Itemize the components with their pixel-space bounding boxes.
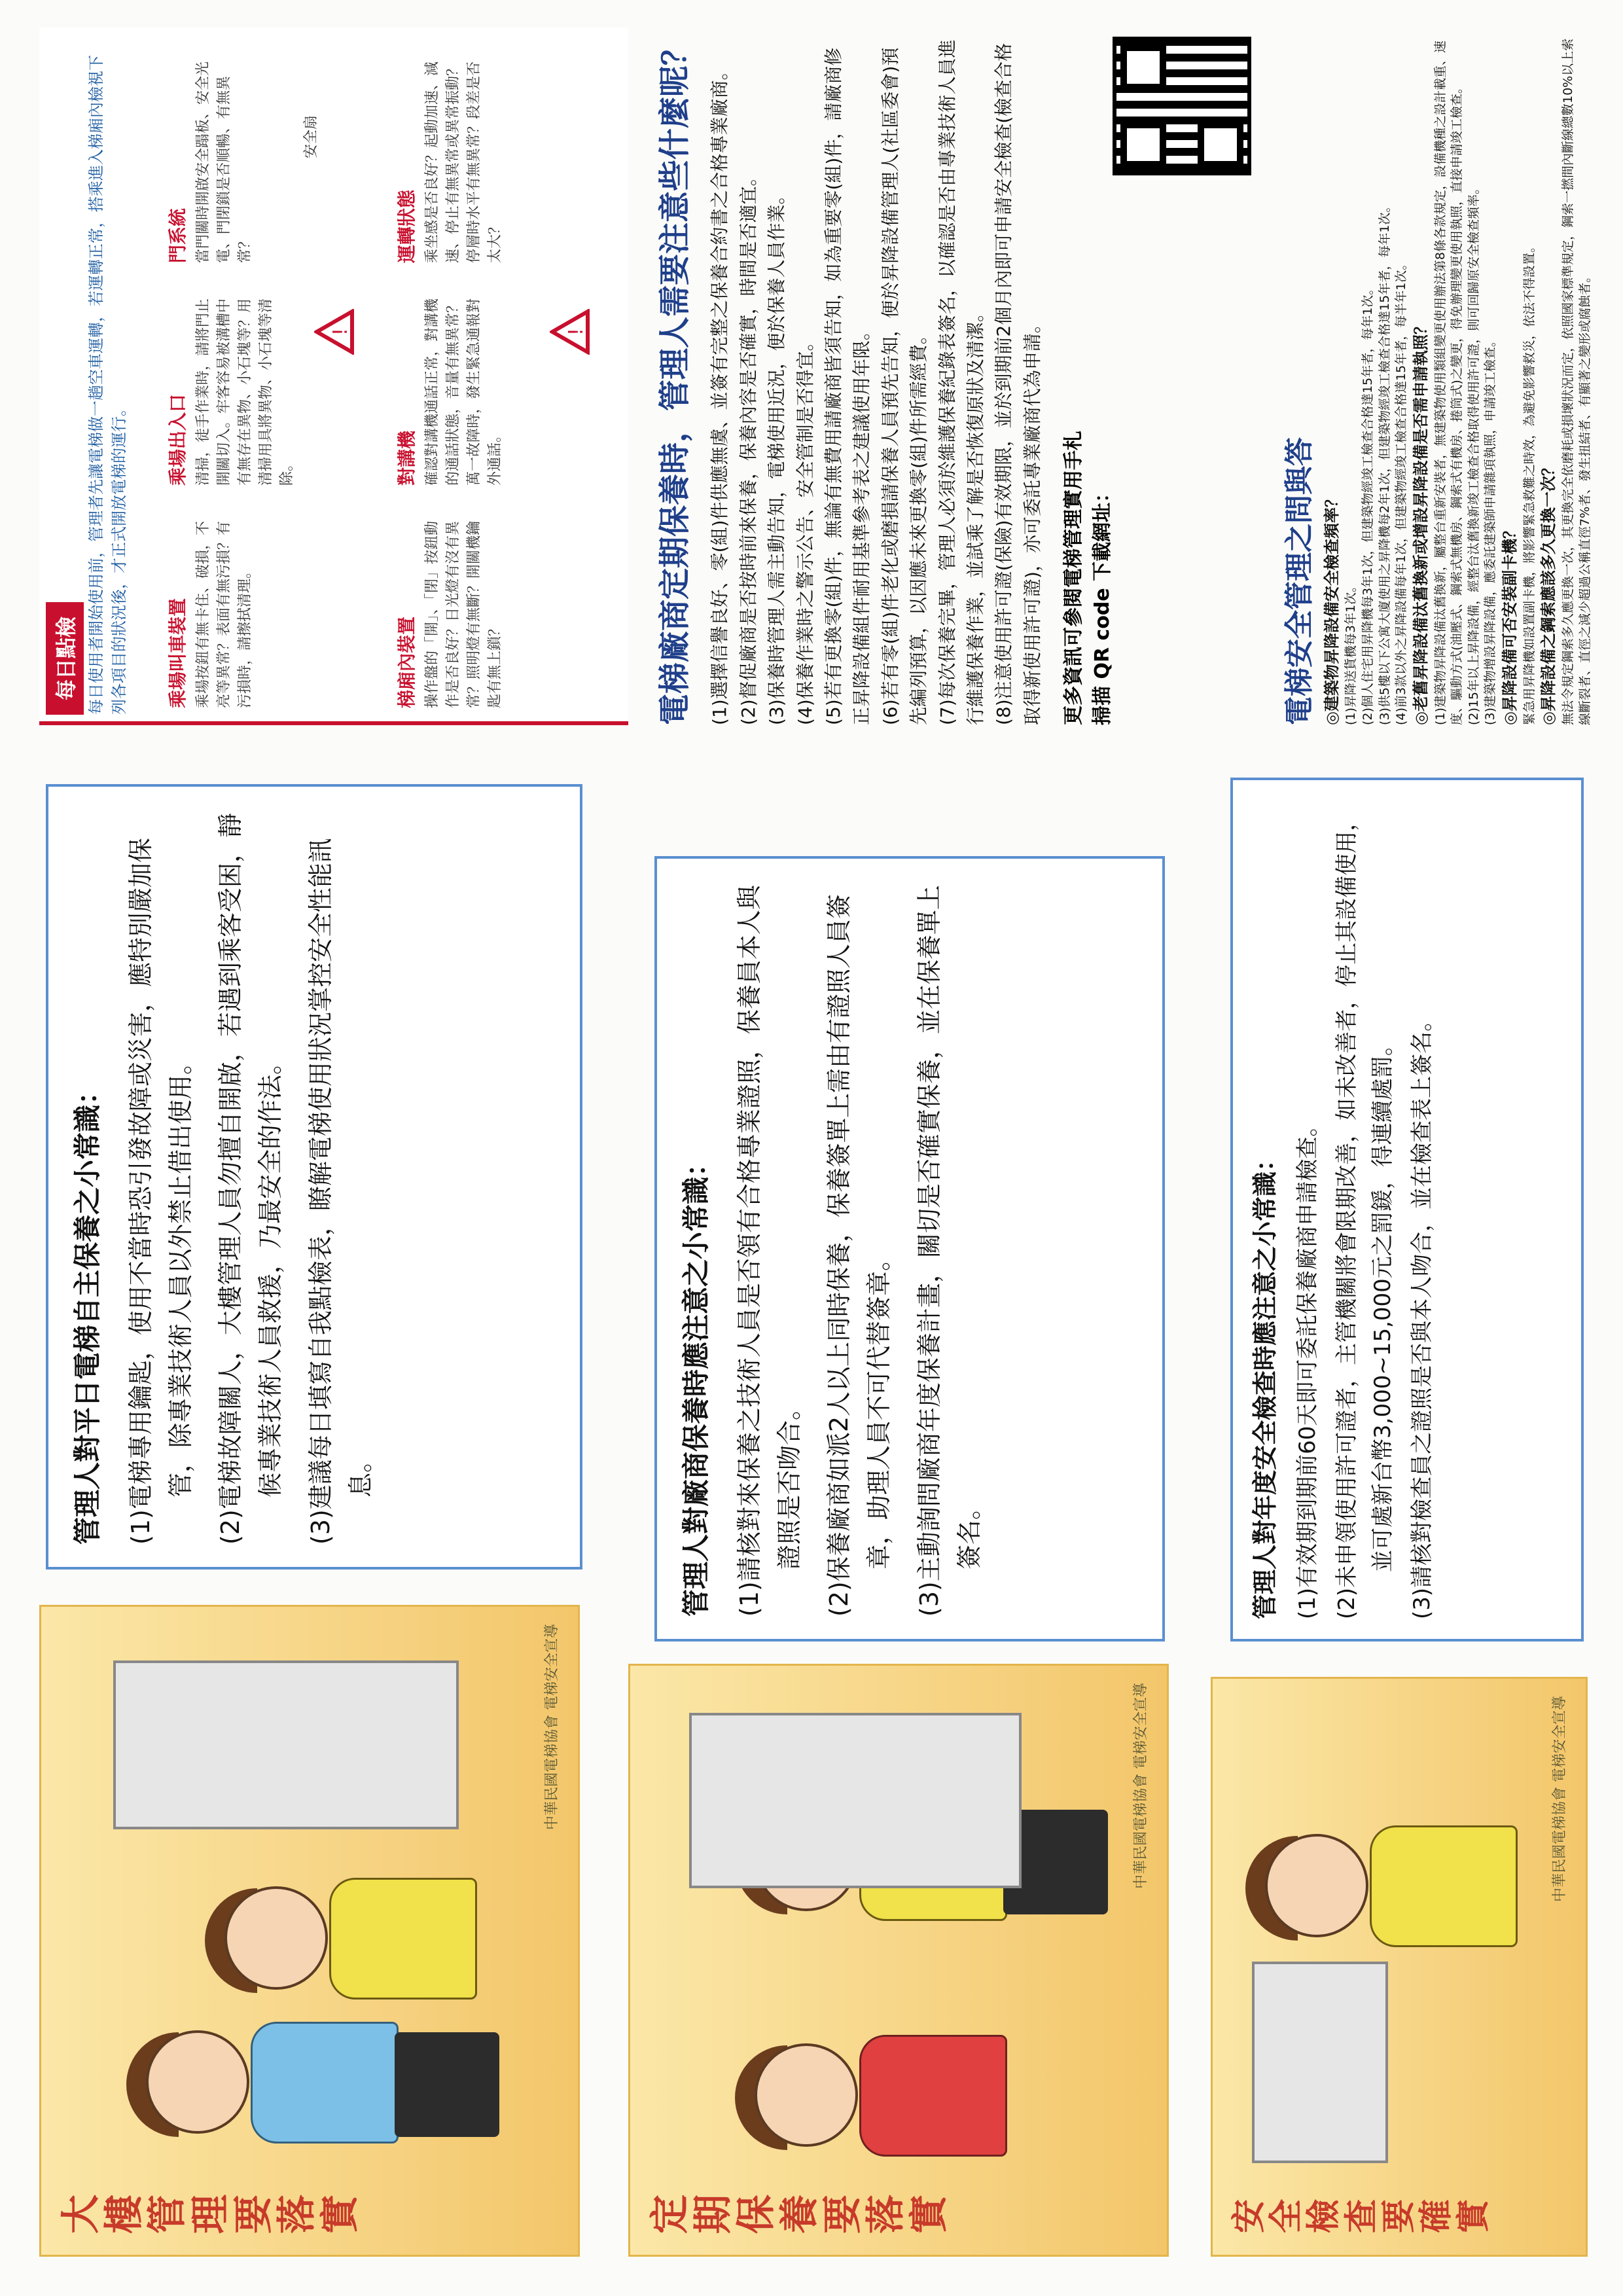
tip-item: (1)電梯專用鑰匙，使用不當時恐引發故障或災害，應特別嚴加保管，除專業技術人員以外禁止借出使用。 [126,838,195,1545]
elevator-panel [1252,1962,1388,2163]
qa-answer: (3)建築物增設昇降設備，應委託建築師申請雜項執照，申請竣工檢查。 [1483,334,1498,725]
tip-item: (1)有效期到期前60天即可委託保養廠商申請檢查。 [1294,1114,1321,1619]
qa-answer: (1)昇降送貨機每3年1次。 [1344,579,1359,725]
tip-item: (3)建議每日填寫自我點檢表，瞭解電梯使用狀況掌控安全性能訊息。 [306,838,375,1545]
poster-credit: 中華民國電梯協會 電梯安全宣導 [544,1624,560,1830]
tips-box-title: 管理人對年度安全檢查時應注意之小常識： [1251,1146,1279,1619]
cartoon-manager [120,1849,565,2150]
poster-title: 定期保養要落實 [647,2195,952,2234]
daily-check-header: 每日點檢 [46,602,84,715]
more-info: 更多資訊可參閱電梯管理實用手札 [1062,431,1086,725]
tip-item: (1)請核對來保養之技術人員是否領有合格專業證照，保養員本人與證照是否吻合。 [734,885,804,1617]
qa-question: ◎建築物昇降設備安全檢查頻率？ [1322,492,1341,725]
tip-item: (2)保養廠商如派2人以上同時保養，保養簽單上需由有證照人員簽章，助理人員不可代替簽章。 [825,893,894,1617]
section-text: 清掃，徒手作業時，請將門止開關切入。牢客容易被溝槽中有無存在異物、小石塊等？用清掃用具將異物、小石塊等清除。 [195,298,295,486]
poster-periodic [628,1664,1169,2257]
list-item: (5)若有更換零(組)件，無論有無費用請廠商皆須告知，如為重要零(組)件，請廠商修正昇降設備組件耐用基準參考表之建議使用年限。 [822,47,873,725]
section-text: 乘場按鈕有無卡住、破損，不亮等異常？表面有無污損？有污損時，請擦拭清理。 [195,520,253,708]
tip-item: (3)請核對檢查員之證照是否與本人吻合，並在檢查表上簽名。 [1409,1009,1436,1619]
scan-line: 掃描 QR code 下載網址： [1091,482,1115,725]
daily-check-infographic [39,27,628,725]
poster-title: 大樓管理要落實 [58,2195,363,2234]
qa-answer: (3)供5樓以下公寓大廈使用之昇降機每2年1次，但建築物經竣工檢查合格達15年者，每年1次。 [1377,200,1392,725]
tips-box-title: 管理人對平日電梯自主保養之小常識： [71,1077,103,1545]
section-text: 乘坐感是否良好？起動加速、減速、停止有無異常或異常振動？停層時水平有無異常？段差是否太大？ [424,61,503,263]
poster-title: 安全檢查要確實 [1230,2199,1494,2234]
svg-text:!: ! [329,327,352,336]
list-item: (3)保養時管理人需主動告知，電梯使用近況，便於保養人員作業。 [766,186,788,725]
poster-credit: 中華民國電梯協會 電梯安全宣導 [1552,1696,1568,1902]
warning-icon [314,309,355,355]
tip-item: (2)電梯故障關人，大樓管理人員勿擅自開啟，若遇到乘客受困，靜候專業技術人員救援，乃最安全的作法。 [216,813,285,1545]
elevator-door [113,1660,459,1829]
list-item: (1)選擇信譽良好、零(組)件供應無虞、並簽有完整之保養合約書之合格專業廠商。 [709,62,731,725]
tips-box-title: 管理人對廠商保養時應注意之小常識： [680,1149,712,1617]
qa-answer: (1)建築物昇降設備汰舊換新，屬整台重新安裝者，無建築物使用類組變更使用辦法第8條各款規定，設備機種之設計載重、速度、驅動方式(油壓式、鋼索式無機房、鋼索式有機房、捲筒式)之變更，得免辦理變更使用執照，直接申請竣工檢查。 [1433,40,1465,725]
panel-title: 電梯廠商定期保養時，管理人需要注意些什麼呢？ [656,33,693,725]
qa-question: ◎老舊昇降設備汰舊換新或增設昇降設備是否需申請執照？ [1411,319,1430,725]
section-title: 乘場叫車裝置 [167,598,188,708]
list-item: (8)注意使用許可證(保險)有效期限，並於到期前2個月內即可申請安全檢查(檢查合格取得新使用許可證)，亦可委託專業廠商代為申請。 [993,43,1043,725]
tips-box-daily [46,784,582,1570]
cartoon-inspector [1239,1692,1566,1954]
qa-question: ◎昇降設備可否安裝副卡機？ [1501,523,1520,725]
section-title: 梯廂內裝置 [396,616,418,708]
tips-box-maintenance [654,856,1165,1641]
qa-answer: 緊急用昇降機如設置副卡機，將影響緊急救難之時效，為避免影響救災，依法不得設置。 [1522,240,1537,725]
qa-question: ◎昇降設備之鋼索應該多久更換一次？ [1539,460,1558,725]
list-item: (2)督促廠商是否按時前來保養，保養內容是否確實，時間是否適宜。 [737,168,759,725]
section-text: 確認對講機通話正常，對講機的通話狀態，音量有無異常？萬一故障時，發生緊急通報對外通話。 [424,298,503,486]
list-item: (7)每次保養完畢，管理人必須於維護保養紀錄表簽名，以確認是否由專業技術人員進行維護保養作業，並試乘了解是否恢復原狀及清潔。 [936,39,986,725]
tips-box-inspection [1230,778,1584,1641]
list-item: (4)保養作業時之警示公告、安全管制是否得宜。 [794,332,816,725]
poster-safety [1211,1677,1588,2257]
svg-text:!: ! [565,327,588,336]
tip-item: (3)主動詢問廠商年度保養計畫，關切是否確實保養，並在保養單上簽名。 [915,885,984,1617]
qa-answer: (2)15年以上昇降設備，經整台汰舊換新竣工檢查合格取得使用許可證，則可回歸原安全檢查頻率。 [1466,181,1481,725]
panel-qa [1283,31,1597,725]
section-text: 操作盤的「開」、「閉」按鈕動作是否良好？日光燈有沒有異常？照明燈有無斷？開關機鑰匙有無上鎖？ [424,520,503,708]
section-title: 運轉狀態 [396,189,418,263]
qa-answer: 無法令規定鋼索多久應更換一次，其更換完全依磨耗或損壞狀況而定，依照國家標準規定，鋼索一撚間內斷線總數10%以上索線斷裂者、直徑之減少超過公稱直徑7%者、發生扭結者、有顯著之變形或腐蝕者。 [1560,38,1592,725]
elevator-door [689,1713,1022,1888]
poster-credit: 中華民國電梯協會 電梯安全宣導 [1133,1683,1149,1889]
tip-item: (2)未申領使用許可證者，主管機關將會限期改善，如未改善者，停止其設備使用，並可處新台幣3,000~15,000元之罰鍰，得連續處罰。 [1334,808,1396,1619]
qa-answer: (4)前3款以外之昇降設備每年1次，但建築物經竣工檢查合格達15年者，每半年1次。 [1394,257,1409,725]
poster-daily [39,1605,580,2257]
section-title: 對講機 [396,430,418,486]
warning-icon [550,309,590,355]
safety-edge-label: 安全扇 [303,115,319,158]
section-title: 門系統 [167,207,188,263]
section-title: 乘場出入口 [167,393,188,486]
daily-check-intro: 每日使用者開始使用前，管理者先讓電梯做一趟空車運轉，若運轉正常，搭乘進入梯廂內檢視下列各項目的狀況後，才正式開放電梯的運行。 [87,55,128,715]
panel-title: 電梯安全管理之問與答 [1283,437,1316,725]
qa-answer: (2)個人住宅用昇降機每3年1次，但建築物經竣工檢查合格達15年者，每年1次。 [1361,282,1376,725]
section-text: 當門關時開啟安全蹋板、安全光電、門閉鎖是否順暢、有無異常？ [195,61,253,263]
list-item: (6)若有零(組)件老化或磨損請保養人員預先告知，便於昇降設備管理人(社區委會)預先編列預算，以因應未來更換零(組)件所需經費。 [879,47,930,725]
panel-maintenance [654,31,1270,725]
qr-code-icon[interactable] [1113,37,1251,175]
